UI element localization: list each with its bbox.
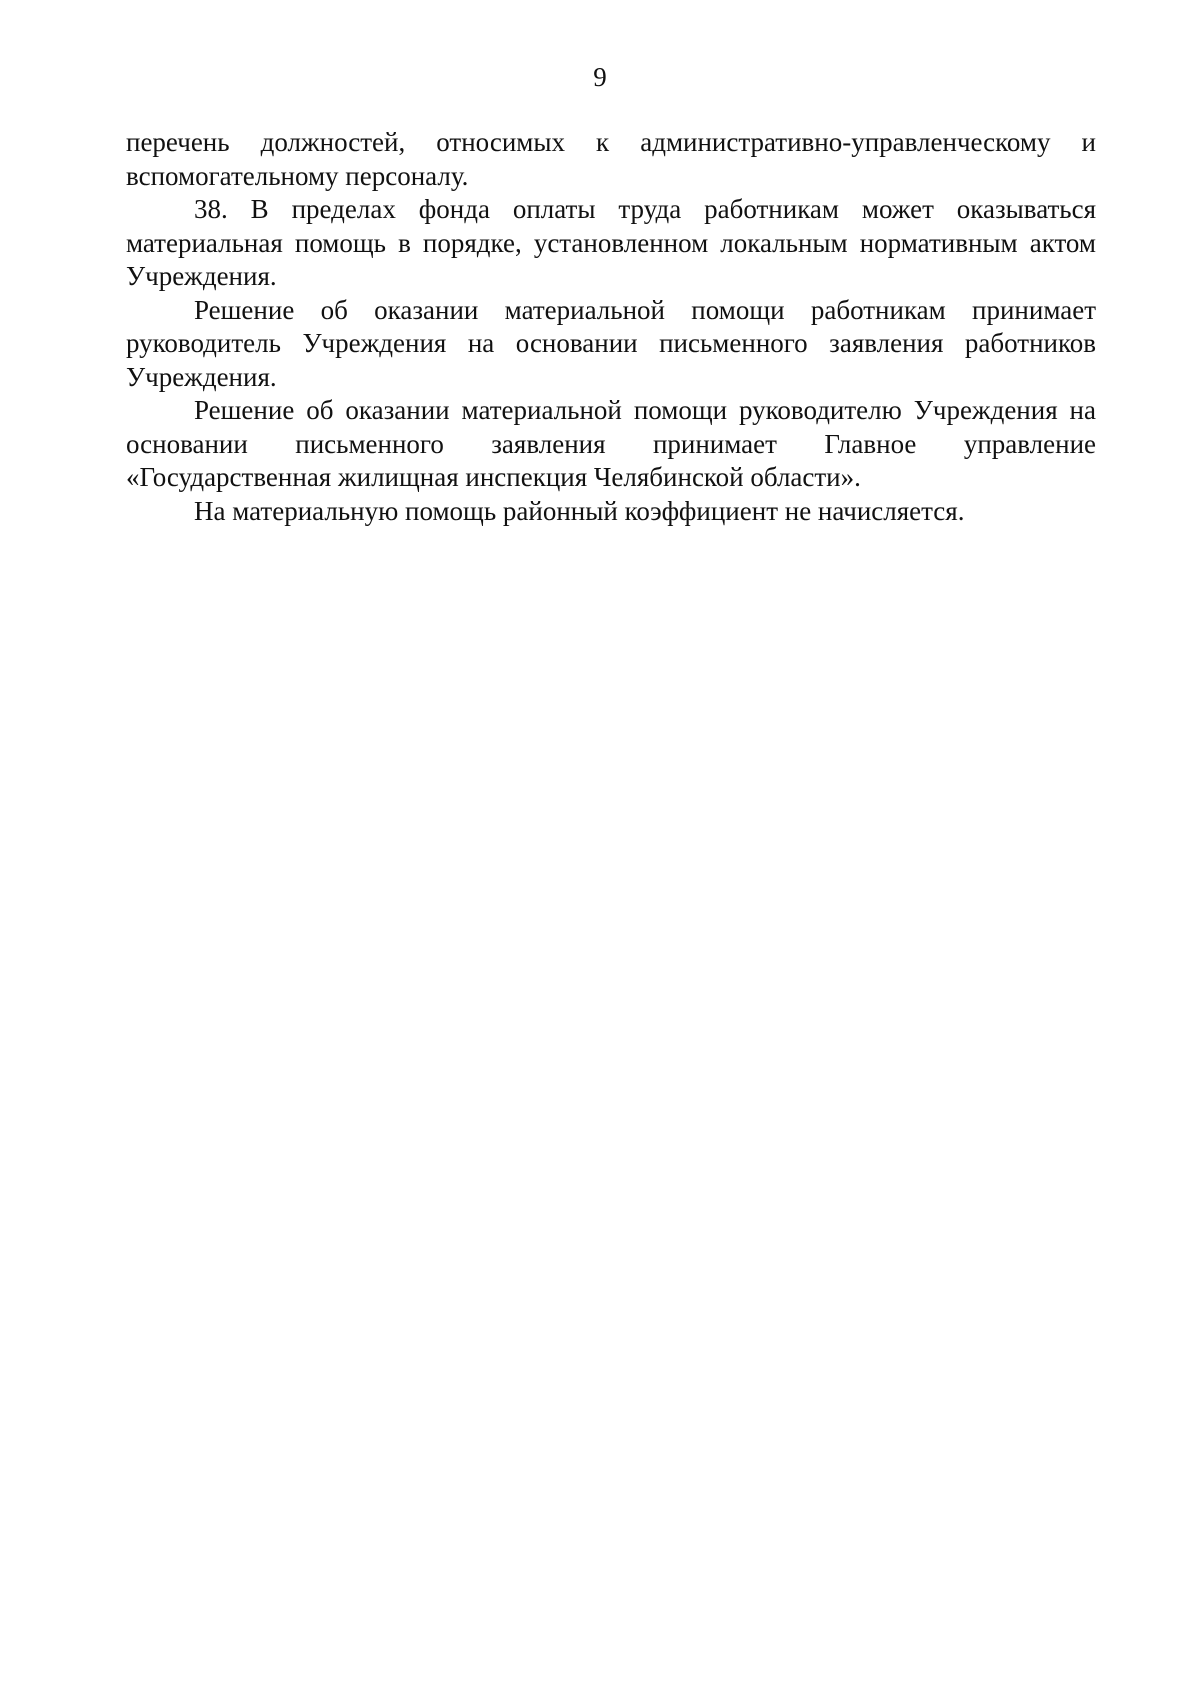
paragraph-item-38: 38. В пределах фонда оплаты труда работникам может оказываться материальная помощь в порядке, установленном локальным нормативным актом Учреждения. — [126, 194, 1096, 291]
paragraph-continuation: перечень должностей, относимых к административно-управленческому и вспомогательному персоналу. — [126, 127, 1096, 191]
paragraph-employee-aid-decision: Решение об оказании материальной помощи работникам принимает руководитель Учреждения на основании письменного заявления работников Учреждения. — [126, 294, 1096, 392]
paragraph-regional-coefficient: На материальную помощь районный коэффициент не начисляется. — [194, 495, 965, 526]
paragraph-director-aid-decision: Решение об оказании материальной помощи руководителю Учреждения на основании письменного заявления принимает Главное управление «Государственная жилищная инспекция Челябинской области». — [126, 395, 1096, 492]
page-number: 9 — [593, 62, 607, 92]
document-body — [126, 126, 1096, 528]
